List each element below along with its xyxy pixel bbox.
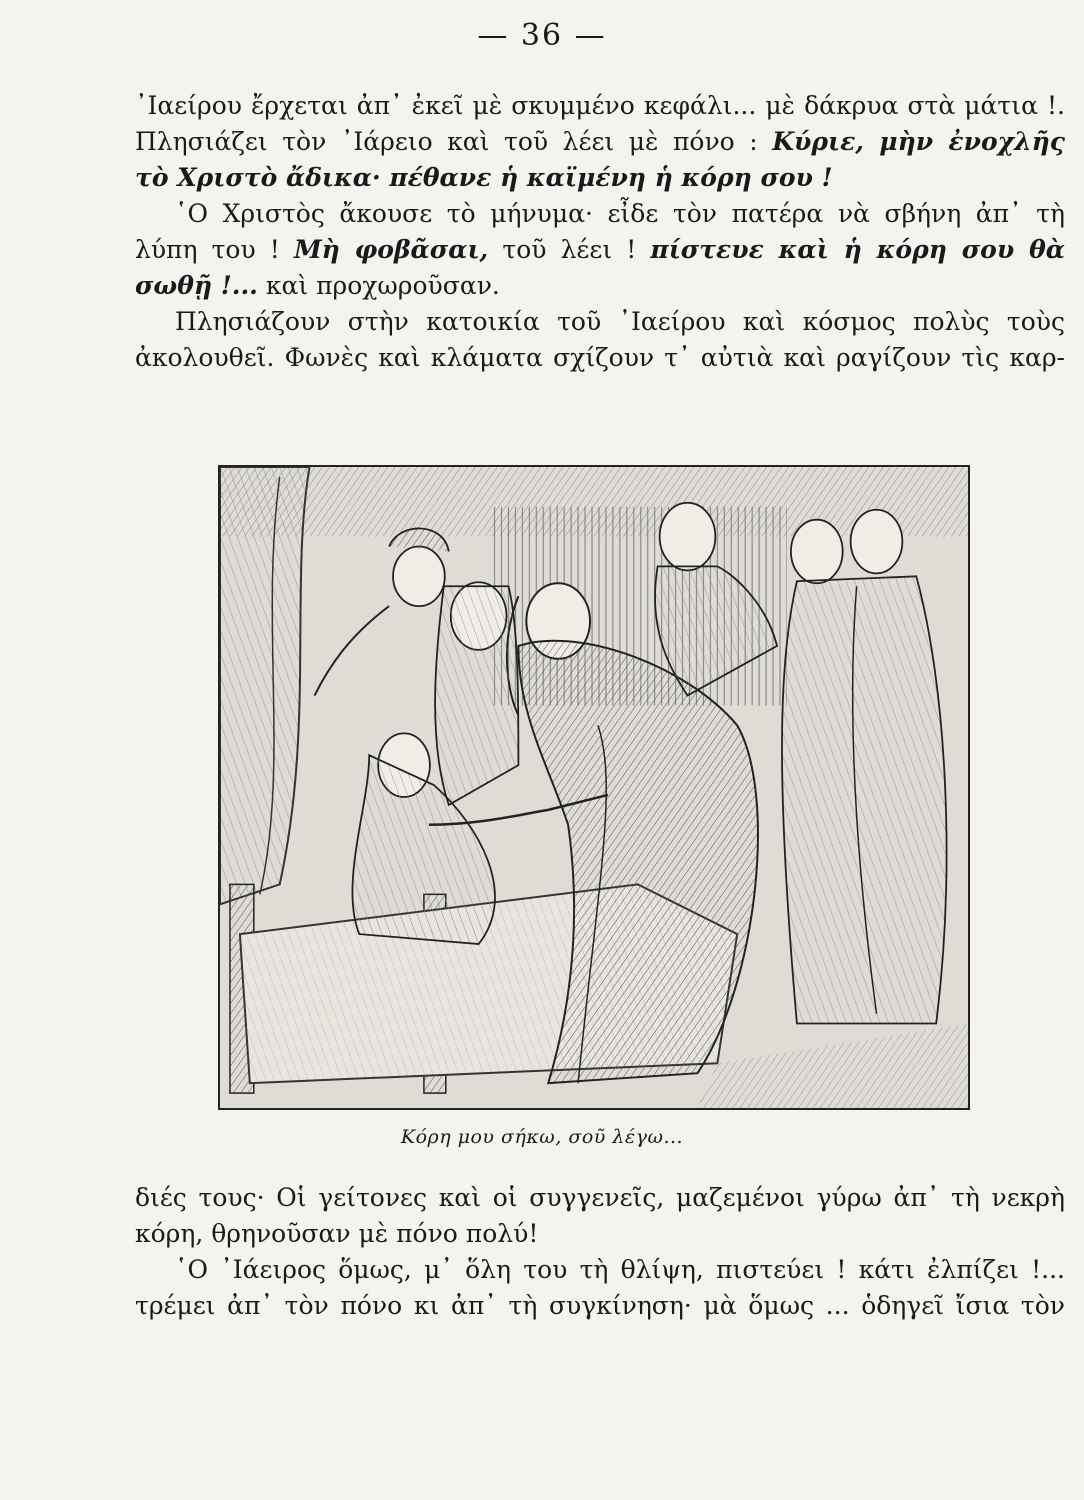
text-line [135,124,1065,160]
paragraph-5 [135,1252,1065,1324]
emphasized-text: Κύριε, μὴν ἐνοχλῆς [772,127,1065,156]
text-span: λύπη του ! [135,235,294,264]
emphasized-text: πίστευε καὶ ἡ κόρη σου θὰ [650,235,1065,264]
text-line [135,160,1065,196]
paragraph-4 [135,1180,1065,1252]
paragraph-2 [135,196,1065,304]
paragraph-1 [135,88,1065,196]
bottom-text-block [135,1180,1065,1324]
text-line [135,268,1065,304]
text-span: Πλησιάζει τὸν ᾿Ιάρειο καὶ τοῦ λέει μὲ πόνο : [135,127,773,156]
text-line: ῾Ο Χριστὸς ἄκουσε τὸ μήνυμα· εἶδε τὸν πατέρα νὰ σβήνη ἀπ᾿ τὴ [175,199,1065,228]
page-number: — 36 — [477,18,607,53]
emphasized-text: σωθῇ !... [135,271,258,300]
paragraph-3 [135,304,1065,376]
text-line: κόρη, θρηνοῦσαν μὲ πόνο πολύ! [135,1219,539,1248]
emphasized-text: Μὴ φοβᾶσαι, [293,235,489,264]
text-line [135,232,1065,268]
engraving-drawing [220,467,968,1108]
text-line: διές τους· Οἱ γείτονες καὶ οἱ συγγενεῖς, μαζεμένοι γύρω ἀπ᾿ τὴ νεκρὴ [135,1183,1065,1212]
text-line: ῾Ο ᾿Ιάειρος ὅμως, μ᾿ ὅλη του τὴ θλίψη, πιστεύει ! κάτι ἐλπίζει !... [175,1255,1065,1284]
text-line: τρέμει ἀπ᾿ τὸν πόνο κι ἀπ᾿ τὴ συγκίνηση· μὰ ὅμως ... ὁδηγεῖ ἴσια τὸν [135,1291,1065,1320]
text-line: ᾿Ιαείρου ἔρχεται ἀπ᾿ ἐκεῖ μὲ σκυμμένο κεφάλι... μὲ δάκρυα στὰ μάτια !. [135,91,1065,120]
top-text-block [135,88,1065,376]
emphasized-text: τὸ Χριστὸ ἄδικα· πέθανε ἡ καϊμένη ἡ κόρη σου ! [135,163,833,192]
text-line: Πλησιάζουν στὴν κατοικία τοῦ ᾿Ιαείρου καὶ κόσμος πολὺς τοὺς [175,307,1065,336]
text-line: ἀκολουθεῖ. Φωνὲς καὶ κλάματα σχίζουν τ᾿ αὐτιὰ καὶ ραγίζουν τὶς καρ- [135,343,1065,372]
engraving-illustration [218,465,970,1110]
figure-caption: Κόρη μου σήκω, σοῦ λέγω... [400,1126,684,1148]
text-span: τοῦ λέει ! [488,235,651,264]
text-span: καὶ προχωροῦσαν. [257,271,500,300]
